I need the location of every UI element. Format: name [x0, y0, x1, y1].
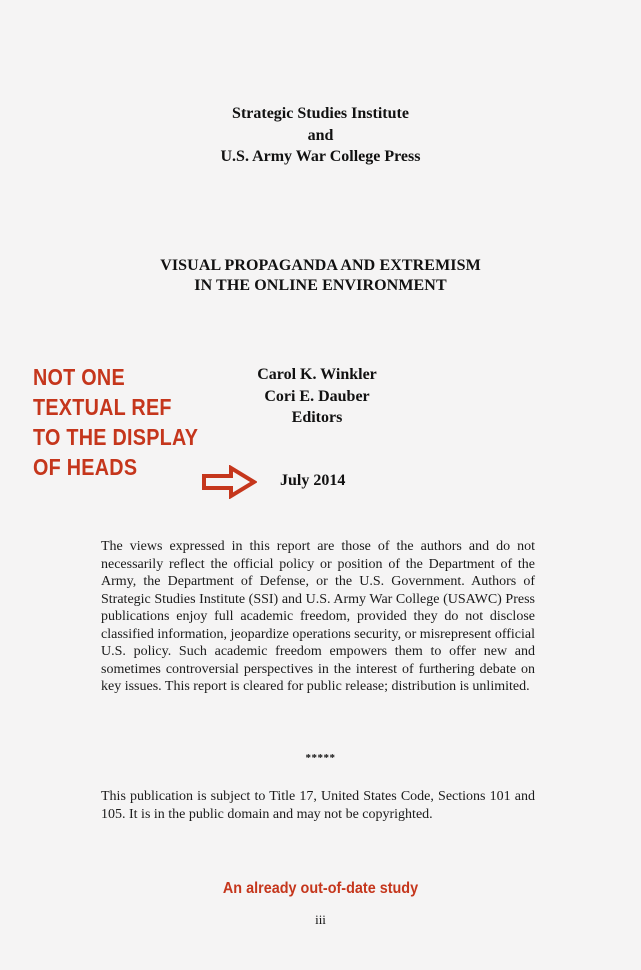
editors-label: Editors	[291, 409, 343, 426]
annotation-note	[33, 362, 198, 482]
annotation-line-3: TO THE DISPLAY	[33, 424, 199, 450]
publisher-line-3: U.S. Army War College Press	[220, 148, 421, 165]
disclaimer-paragraph: The views expressed in this report are those of the authors and do not necessarily reflect the official policy or position of the Department of the Army, the Department of Defense, or the U.S. Government. Authors of Strategic Studies Institute (SSI) and U.S. Army War College (USAWC) Press publications enjoy full academic freedom, provided they do not disclose classified information, jeopardize operations security, or misrepresent official U.S. policy. Such academic freedom empowers them to offer new and sometimes controversial perspectives in the interest of furthering debate on key issues. This report is cleared for public release; distribution is unlimited.	[101, 539, 535, 694]
publisher-block	[0, 103, 641, 168]
publisher-line-1: Strategic Studies Institute	[232, 105, 409, 122]
publisher-line-2: and	[307, 126, 334, 144]
editor-name-1: Carol K. Winkler	[257, 366, 377, 383]
annotation-line-2: TEXTUAL REF	[33, 394, 172, 420]
editors-block	[232, 364, 402, 429]
publication-date: July 2014	[280, 472, 346, 489]
section-separator: *****	[305, 752, 336, 764]
annotation-line-1: NOT ONE	[33, 364, 125, 390]
title-line-2: IN THE ONLINE ENVIRONMENT	[194, 277, 447, 294]
annotation-line-4: OF HEADS	[33, 454, 138, 480]
arrow-right-icon	[201, 465, 257, 499]
page-number: iii	[315, 912, 326, 927]
annotation-caption: An already out-of-date study	[222, 880, 419, 897]
copyright-paragraph: This publication is subject to Title 17, United States Code, Sections 101 and 105. It is in the public domain and may not be copyrighted.	[101, 789, 535, 822]
report-title	[0, 256, 641, 296]
editor-name-2: Cori E. Dauber	[264, 387, 370, 405]
title-line-1: VISUAL PROPAGANDA AND EXTREMISM	[160, 257, 481, 274]
